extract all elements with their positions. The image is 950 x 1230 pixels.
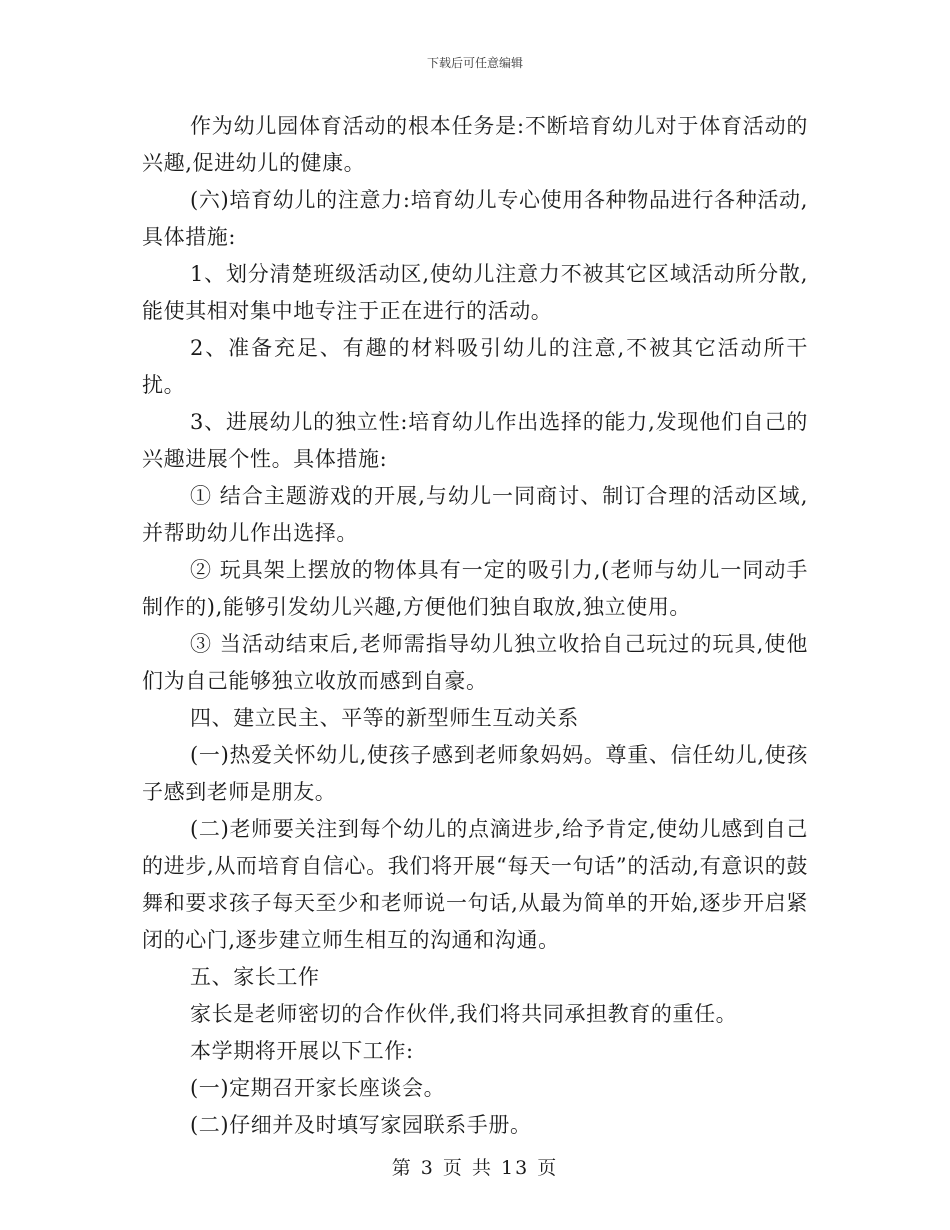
paragraph: 3、进展幼儿的独立性:培育幼儿作出选择的能力,发现他们自己的兴趣进展个性。具体措施: (142, 410, 808, 471)
paragraph: ③ 当活动结束后,老师需指导幼儿独立收拾自己玩过的玩具,使他们为自己能够独立收放而感到自豪。 (142, 632, 808, 693)
paragraph: ① 结合主题游戏的开展,与幼儿一同商讨、制订合理的活动区域,并帮助幼儿作出选择。 (142, 484, 808, 545)
list-item: (二)仔细并及时填写家园联系手册。 (190, 1113, 532, 1137)
section-heading: 五、家长工作 (190, 965, 320, 989)
page-header-note: 下载后可任意编辑 (426, 56, 523, 70)
paragraph: ② 玩具架上摆放的物体具有一定的吸引力,(老师与幼儿一同动手制作的),能够引发幼儿兴趣,方便他们独自取放,独立使用。 (142, 558, 808, 619)
paragraph: 1、划分清楚班级活动区,使幼儿注意力不被其它区域活动所分散,能使其相对集中地专注于正在进行的活动。 (142, 262, 808, 323)
paragraph: (二)老师要关注到每个幼儿的点滴进步,给予肯定,使幼儿感到自己的进步,从而培育自信心。我们将开展“每天一句话”的活动,有意识的鼓舞和要求孩子每天至少和老师说一句话,从最为简单的开始,逐步开启紧闭的心门,逐步建立师生相互的沟通和沟通。 (142, 817, 808, 952)
paragraph: 家长是老师密切的合作伙伴,我们将共同承担教育的重任。 (190, 1002, 738, 1026)
document-body (142, 108, 808, 1144)
section-heading: 四、建立民主、平等的新型师生互动关系 (190, 706, 579, 730)
paragraph: 本学期将开展以下工作: (190, 1039, 414, 1063)
paragraph: (一)热爱关怀幼儿,使孩子感到老师象妈妈。尊重、信任幼儿,使孩子感到老师是朋友。 (142, 743, 808, 804)
paragraph: 2、准备充足、有趣的材料吸引幼儿的注意,不被其它活动所干扰。 (142, 336, 808, 397)
paragraph: 作为幼儿园体育活动的根本任务是:不断培育幼儿对于体育活动的兴趣,促进幼儿的健康。 (142, 114, 808, 175)
list-item: (一)定期召开家长座谈会。 (190, 1076, 446, 1100)
page-number-footer: 第 3 页 共 13 页 (391, 1157, 559, 1179)
paragraph: (六)培育幼儿的注意力:培育幼儿专心使用各种物品进行各种活动,具体措施: (142, 188, 808, 249)
